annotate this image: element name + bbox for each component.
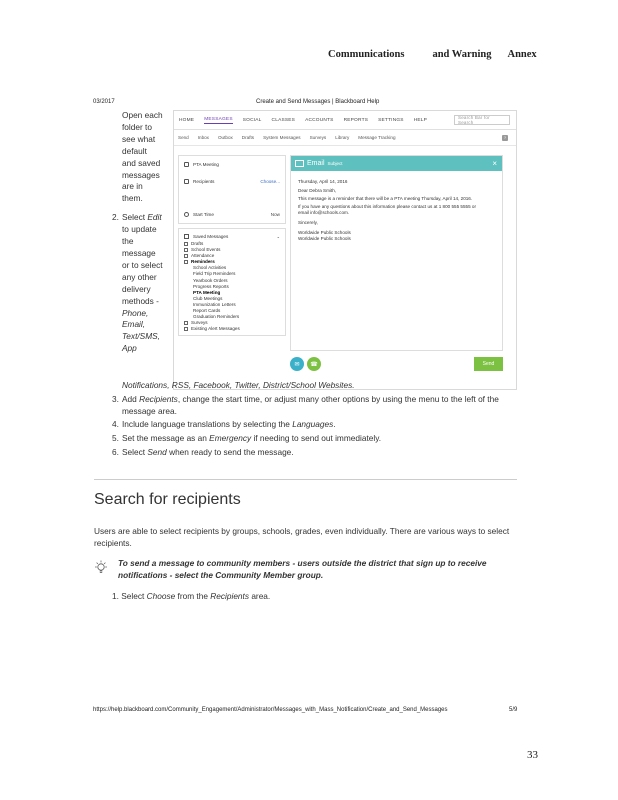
- section-divider: [94, 479, 517, 480]
- footer-page-count: 5/9: [509, 707, 518, 713]
- step-2-text: 2. Select Edit to update the message or to select any other delivery methods - Phone, Email, Text/SMS, App: [112, 212, 163, 354]
- nav-settings[interactable]: SETTINGS: [378, 117, 404, 123]
- nav-help[interactable]: HELP: [413, 117, 428, 123]
- choose-link[interactable]: Choose...: [260, 179, 280, 184]
- folder-label: Graduation Reminders: [193, 314, 240, 320]
- subnav-system-messages[interactable]: System Messages: [263, 135, 301, 140]
- email-editor: [290, 155, 503, 351]
- print-date: 03/2017: [93, 99, 115, 105]
- phone-channel-icon[interactable]: ☎: [307, 357, 321, 371]
- folder-item[interactable]: [184, 326, 280, 332]
- running-head-part-1: Communications: [328, 49, 405, 60]
- subnav-inbox[interactable]: Inbox: [197, 135, 209, 140]
- folder-checkbox-icon: [184, 242, 188, 246]
- folder-checkbox-icon: [184, 254, 188, 258]
- folder-label: Surveys: [191, 320, 208, 326]
- step-4: 4. Include language translations by selecting the Languages.: [112, 419, 336, 430]
- folder-label: Club Meetings: [193, 295, 223, 301]
- page-number: 33: [527, 749, 538, 761]
- folder-checkbox-icon: [184, 321, 188, 325]
- folder-label: PTA Meeting: [193, 289, 221, 295]
- step-3: 3. Add Recipients, change the start time, or adjust many other options by using the menu to the left of the message area.: [112, 393, 499, 416]
- folder-label: School Events: [191, 247, 221, 253]
- message-name-row[interactable]: PTA Meeting: [184, 159, 280, 170]
- sub-nav: [174, 130, 516, 146]
- nav-social[interactable]: SOCIAL: [242, 117, 262, 123]
- folder-label: Drafts: [191, 241, 204, 246]
- message-icon: [184, 162, 189, 167]
- start-time-value[interactable]: Now: [270, 212, 280, 217]
- subnav-send[interactable]: Send: [178, 135, 189, 140]
- nav-messages[interactable]: MESSAGES: [204, 116, 233, 122]
- step-2-continued: Notifications, RSS, Facebook, Twitter, District/School Websites.: [122, 380, 355, 390]
- email-channel-icon[interactable]: ✉: [290, 357, 304, 371]
- running-head-part-2: and Warning: [432, 49, 492, 60]
- folder-checkbox-icon: [184, 248, 188, 252]
- nav-classes[interactable]: CLASSES: [271, 117, 296, 123]
- folder-label: Progress Reports: [193, 283, 229, 289]
- nav-home[interactable]: HOME: [179, 117, 195, 123]
- mail-icon: [295, 160, 304, 167]
- folder-label: Immunization Letters: [193, 301, 236, 307]
- message-settings-box: [178, 155, 286, 224]
- folder-icon: [184, 234, 189, 239]
- app-screenshot: [173, 110, 517, 390]
- recipients-row: Recipients Choose...: [184, 176, 280, 187]
- saved-messages-header[interactable]: Saved Messages ⌄: [184, 232, 280, 241]
- subnav-surveys[interactable]: Surveys: [309, 135, 327, 140]
- help-icon[interactable]: ?: [503, 134, 507, 140]
- search-input[interactable]: Search Bar for Search: [454, 115, 510, 125]
- running-head: [328, 49, 537, 60]
- step-5: 5. Set the message as an Emergency if needing to send out immediately.: [112, 433, 382, 444]
- message-options-panel: [178, 155, 286, 336]
- clock-icon: [184, 212, 189, 217]
- footer-url: https://help.blackboard.com/Community_Engagement/Administrator/Messages_with_Mass_Notification/Create_and_Send_Messages: [93, 707, 448, 713]
- folder-checkbox-icon: [184, 260, 188, 264]
- tip-callout: [94, 558, 518, 581]
- subnav-outbox[interactable]: Outbox: [217, 135, 233, 140]
- nav-reports[interactable]: REPORTS: [343, 117, 369, 123]
- lightbulb-icon: [94, 560, 108, 576]
- chevron-down-icon: ⌄: [276, 234, 280, 239]
- section-paragraph: Users are able to select recipients by groups, schools, grades, even individually. There are various ways to select recipients.: [94, 526, 510, 548]
- email-actions-bar: [290, 355, 503, 373]
- folder-list: [184, 241, 280, 332]
- tip-text: To send a message to community members - users outside the district that sign up to receive notifications - select the Community Member group.: [118, 558, 487, 580]
- running-head-part-3: Annex: [507, 49, 537, 60]
- folder-label: Report Cards: [193, 308, 221, 314]
- narrow-step-list: [112, 110, 172, 355]
- email-body[interactable]: Thursday, April 14, 2016 Dear Debra Smith, This message is a reminder that there will be a PTA meeting Thursday, April 14, 2016. If you have any questions about this information please contact us at 1 800 555 5555 or email info@schools.com. Sincerely, Worldwide Public Schools Worldwide Public Schools: [298, 179, 476, 241]
- folder-checkbox-icon: [184, 327, 188, 331]
- search-step-1: 1. Select Choose from the Recipients area.: [112, 591, 271, 601]
- folder-label: Field Trip Reminders: [193, 271, 236, 277]
- folder-label: Yearbook Orders: [193, 277, 228, 283]
- start-time-row: Start Time Now: [184, 209, 280, 220]
- section-heading: Search for recipients: [94, 491, 241, 508]
- recipients-icon: [184, 179, 189, 184]
- subnav-drafts[interactable]: Drafts: [241, 135, 255, 140]
- nav-accounts[interactable]: ACCOUNTS: [305, 117, 334, 123]
- email-header: Email Subject ×: [291, 156, 502, 171]
- step-6: 6. Select Send when ready to send the message.: [112, 446, 294, 457]
- subnav-library[interactable]: Library: [335, 135, 350, 140]
- step-list-continued: [112, 380, 524, 461]
- folder-label: School Activities: [193, 265, 227, 271]
- close-icon[interactable]: ×: [492, 159, 497, 168]
- subnav-message-tracking[interactable]: Message Tracking: [358, 135, 396, 140]
- folder-label: Existing Alert Messages: [191, 326, 240, 332]
- send-button[interactable]: Send: [474, 357, 503, 371]
- step-1-text: Open each folder to see what default and saved messages are in them.: [122, 110, 163, 204]
- print-title: Create and Send Messages | Blackboard Help: [256, 99, 380, 105]
- saved-messages-tree: [178, 228, 286, 336]
- folder-label: Attendance: [191, 253, 215, 259]
- top-nav: [174, 111, 516, 130]
- folder-label: Reminders: [191, 259, 215, 265]
